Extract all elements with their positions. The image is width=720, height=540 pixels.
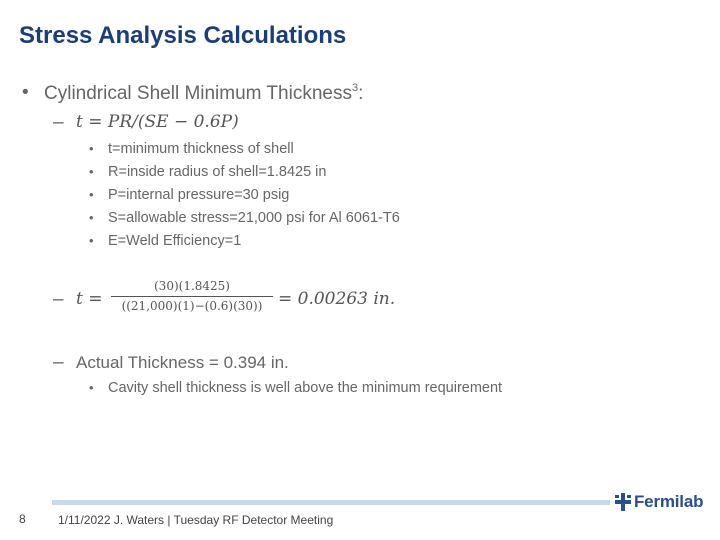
formula1-dash: – <box>53 112 64 133</box>
definition-text: E=Weld Efficiency=1 <box>108 233 242 249</box>
formula2-result: = 0.00263 in. <box>278 289 396 309</box>
formula2-dash: – <box>53 289 64 310</box>
footer-bar <box>52 500 610 505</box>
bullet-symbol: • <box>22 82 29 103</box>
sub-bullet-symbol: • <box>89 380 94 395</box>
fraction-denominator: ((21,000)(1)−(0.6)(30)) <box>121 299 263 313</box>
definition-text: P=internal pressure=30 psig <box>108 187 290 203</box>
definition-text: R=inside radius of shell=1.8425 in <box>108 164 327 180</box>
fermilab-logo-text: Fermilab <box>634 492 704 511</box>
sub-bullet-symbol: • <box>89 164 94 179</box>
footer-text: 1/11/2022 J. Waters | Tuesday RF Detector Meeting <box>58 513 334 527</box>
fermilab-logo <box>615 491 703 513</box>
main-bullet-label: Cylindrical Shell Minimum Thickness <box>44 83 352 104</box>
actual-thickness-text: Actual Thickness = 0.394 in. <box>76 353 289 372</box>
definition-text: t=minimum thickness of shell <box>108 141 294 157</box>
sub-bullet-symbol: • <box>89 210 94 225</box>
actual-note-text: Cavity shell thickness is well above the minimum requirement <box>108 380 503 396</box>
actual-dash: – <box>53 352 64 373</box>
definition-text: S=allowable stress=21,000 psi for Al 6061-T6 <box>108 210 400 226</box>
formula2-fraction <box>111 279 273 313</box>
formula2-lhs: t = <box>76 289 103 309</box>
sub-bullet-symbol: • <box>89 233 94 248</box>
main-bullet-text <box>44 82 363 105</box>
slide-title: Stress Analysis Calculations <box>19 22 347 49</box>
reference-superscript: 3 <box>351 82 359 94</box>
main-bullet-suffix: : <box>358 83 364 104</box>
sub-bullet-symbol: • <box>89 187 94 202</box>
formula1-lhs: t = <box>76 112 108 132</box>
fraction-numerator: (30)(1.8425) <box>154 279 230 293</box>
page-number: 8 <box>19 512 26 526</box>
formula1 <box>76 112 239 132</box>
formula1-rhs: PR/(SE − 0.6P) <box>107 112 239 132</box>
fraction-line <box>111 296 273 297</box>
sub-bullet-symbol: • <box>89 141 94 156</box>
fermilab-logo-icon <box>615 493 631 511</box>
